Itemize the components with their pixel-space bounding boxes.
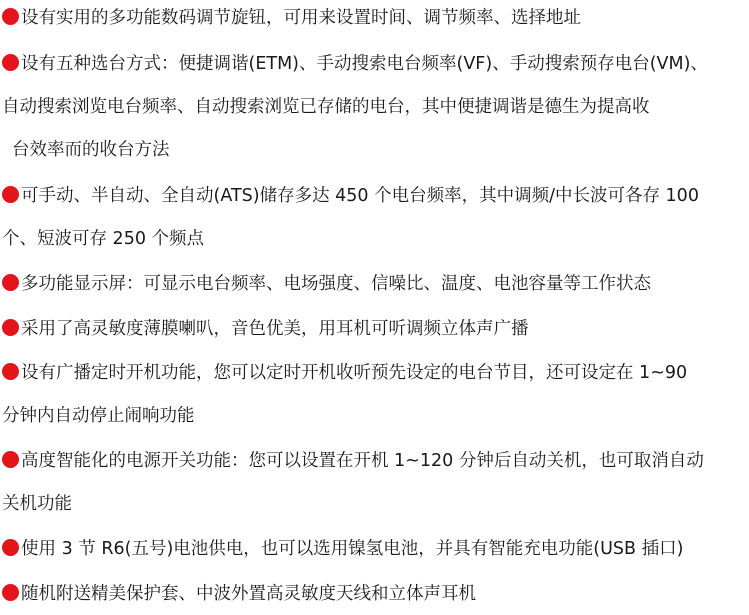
feature-continuation [2,490,747,518]
feature-continuation [2,93,747,121]
feature-text: 个、短波可存 250 个频点 [2,229,205,249]
feature-text: 采用了高灵敏度薄膜喇叭，音色优美，用耳机可听调频立体声广播 [21,319,529,339]
feature-text: 设有广播定时开机功能，您可以定时开机收听预先设定的电台节目，还可设定在 1~90 [21,363,688,383]
feature-item [2,270,747,298]
feature-text: 设有实用的多功能数码调节旋钮，可用来设置时间、调节频率、选择地址 [21,8,581,28]
feature-text: 设有五种选台方式：便捷调谐(ETM)、手动搜索电台频率(VF)、手动搜索预存电台(VM)、 [21,54,708,74]
bullet-dot-icon [2,451,19,468]
feature-item [2,580,747,608]
bullet-dot-icon [2,54,19,71]
bullet-dot-icon [2,584,19,601]
feature-text: 使用 3 节 R6(五号)电池供电，也可以选用镍氢电池，并具有智能充电功能(USB 插口) [21,539,684,559]
feature-text: 关机功能 [2,494,72,514]
feature-text: 多功能显示屏：可显示电台频率、电场强度、信噪比、温度、电池容量等工作状态 [21,274,651,294]
feature-item [2,359,747,387]
feature-text: 台效率而的收台方法 [12,140,170,160]
bullet-dot-icon [2,319,19,336]
bullet-dot-icon [2,274,19,291]
feature-text: 分钟内自动停止闹响功能 [2,406,195,426]
feature-item [2,315,747,343]
feature-continuation [2,136,749,164]
feature-item [2,182,747,210]
feature-text: 自动搜索浏览电台频率、自动搜索浏览已存储的电台，其中便捷调谐是德生为提高收 [2,97,650,117]
feature-text: 高度智能化的电源开关功能：您可以设置在开机 1~120 分钟后自动关机，也可取消自动 [21,451,704,471]
feature-continuation [2,402,747,430]
feature-text: 随机附送精美保护套、中波外置高灵敏度天线和立体声耳机 [21,584,476,604]
bullet-dot-icon [2,539,19,556]
feature-item [2,50,747,78]
feature-text: 可手动、半自动、全自动(ATS)储存多达 450 个电台频率，其中调频/中长波可各存 100 [21,186,699,206]
feature-item [2,535,747,563]
feature-continuation [2,225,747,253]
bullet-dot-icon [2,363,19,380]
bullet-dot-icon [2,186,19,203]
feature-item [2,447,747,475]
bullet-dot-icon [2,8,19,25]
feature-item [2,4,747,32]
